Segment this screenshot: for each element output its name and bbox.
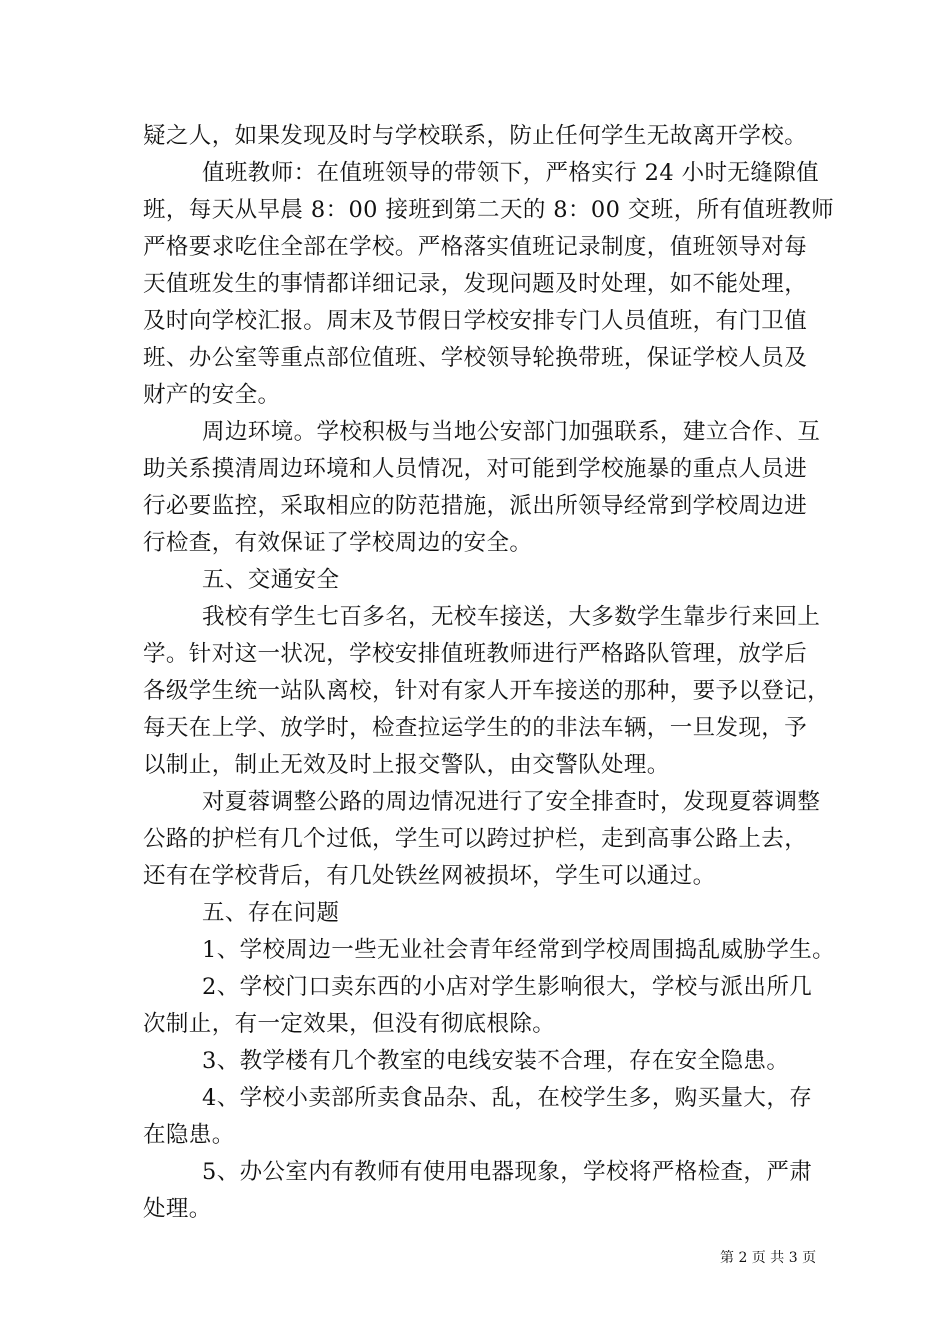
- list-item: 5、办公室内有教师有使用电器现象，学校将严格检查，严肃: [202, 1159, 813, 1185]
- text-line: 学。针对这一状况，学校安排值班教师进行严格路队管理，放学后: [143, 641, 808, 667]
- paragraph-line: 对夏蓉调整公路的周边情况进行了安全排查时，发现夏蓉调整: [202, 789, 821, 815]
- text-line: 班，每天从早晨 8：00 接班到第二天的 8：00 交班，所有值班教师: [143, 197, 835, 223]
- section-heading: 五、存在问题: [202, 900, 340, 926]
- paragraph-line: 我校有学生七百多名，无校车接送，大多数学生靠步行来回上: [202, 604, 821, 630]
- text-line: 在隐患。: [143, 1122, 235, 1148]
- text-line: 各级学生统一站队离校，针对有家人开车接送的那种，要予以登记，: [143, 678, 831, 704]
- paragraph-line: 值班教师：在值班领导的带领下，严格实行 24 小时无缝隙值: [202, 160, 820, 186]
- text-line: 及时向学校汇报。周末及节假日学校安排专门人员值班，有门卫值: [143, 308, 808, 334]
- text-line: 还有在学校背后，有几处铁丝网被损坏，学生可以通过。: [143, 863, 716, 889]
- text-line: 行必要监控，采取相应的防范措施，派出所领导经常到学校周边进: [143, 493, 808, 519]
- text-line: 严格要求吃住全部在学校。严格落实值班记录制度，值班领导对每: [143, 234, 808, 260]
- text-line: 处理。: [143, 1196, 212, 1222]
- text-line: 财产的安全。: [143, 382, 281, 408]
- paragraph-line: 周边环境。学校积极与当地公安部门加强联系，建立合作、互: [202, 419, 821, 445]
- text-line: 疑之人，如果发现及时与学校联系，防止任何学生无故离开学校。: [143, 123, 808, 149]
- section-heading: 五、交通安全: [202, 567, 340, 593]
- text-line: 公路的护栏有几个过低，学生可以跨过护栏，走到高事公路上去，: [143, 826, 808, 852]
- text-line: 班、办公室等重点部位值班、学校领导轮换带班，保证学校人员及: [143, 345, 808, 371]
- list-item: 1、学校周边一些无业社会青年经常到学校周围捣乱威胁学生。: [202, 937, 836, 963]
- text-line: 以制止，制止无效及时上报交警队，由交警队处理。: [143, 752, 670, 778]
- text-line: 天值班发生的事情都详细记录，发现问题及时处理，如不能处理，: [143, 271, 808, 297]
- text-line: 次制止，有一定效果，但没有彻底根除。: [143, 1011, 556, 1037]
- list-item: 4、学校小卖部所卖食品杂、乱，在校学生多，购买量大，存: [202, 1085, 813, 1111]
- list-item: 3、教学楼有几个教室的电线安装不合理，存在安全隐患。: [202, 1048, 790, 1074]
- list-item: 2、学校门口卖东西的小店对学生影响很大，学校与派出所几: [202, 974, 813, 1000]
- text-line: 每天在上学、放学时，检查拉运学生的的非法车辆，一旦发现，予: [143, 715, 808, 741]
- page-number-footer: 第 2 页 共 3 页: [720, 1250, 817, 1266]
- text-line: 助关系摸清周边环境和人员情况，对可能到学校施暴的重点人员进: [143, 456, 808, 482]
- text-line: 行检查，有效保证了学校周边的安全。: [143, 530, 533, 556]
